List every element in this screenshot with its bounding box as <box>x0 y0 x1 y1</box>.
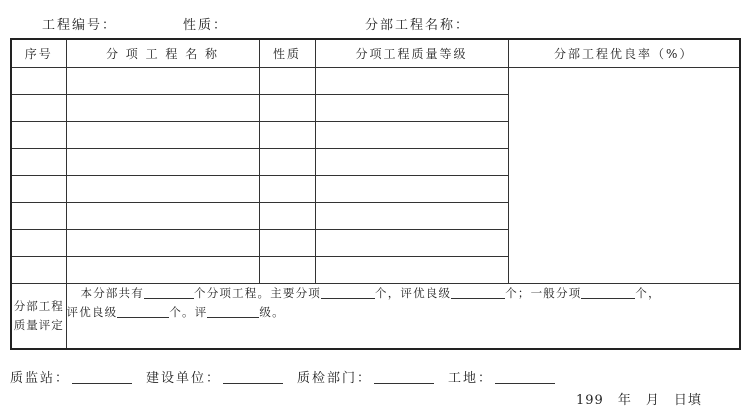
seq-cell[interactable] <box>11 122 66 149</box>
nature-cell[interactable] <box>259 95 315 122</box>
col-rate-header: 分部工程优良率（%） <box>508 39 740 68</box>
builder-blank[interactable] <box>223 370 283 384</box>
evaluation-label-line1: 分部工程 <box>13 299 64 313</box>
item-name-cell[interactable] <box>66 149 259 176</box>
nature-cell[interactable] <box>259 203 315 230</box>
grade-cell[interactable] <box>315 176 508 203</box>
supervision-blank[interactable] <box>72 370 132 384</box>
nature-cell[interactable] <box>259 230 315 257</box>
site-blank[interactable] <box>495 370 555 384</box>
col-grade-header: 分项工程质量等级 <box>315 39 508 68</box>
seq-cell[interactable] <box>11 95 66 122</box>
builder-label: 建设单位： <box>146 371 222 386</box>
grade-cell[interactable] <box>315 149 508 176</box>
seq-cell[interactable] <box>11 257 66 284</box>
col-seq-header: 序号 <box>11 39 66 68</box>
general-items-blank[interactable] <box>581 285 635 299</box>
division-name-label: 分部工程名称： <box>365 18 471 33</box>
seq-cell[interactable] <box>11 203 66 230</box>
item-name-cell[interactable] <box>66 176 259 203</box>
col-item-name-header: 分 项 工 程 名 称 <box>66 39 259 68</box>
item-name-cell[interactable] <box>66 230 259 257</box>
total-items-blank[interactable] <box>144 285 194 299</box>
fill-date: 199 年 月 日填 <box>576 393 702 408</box>
nature-cell[interactable] <box>259 68 315 95</box>
nature-cell[interactable] <box>259 149 315 176</box>
main-excellent-blank[interactable] <box>451 285 505 299</box>
grade-cell[interactable] <box>315 230 508 257</box>
table-header-row <box>11 39 740 68</box>
overall-grade-blank[interactable] <box>207 304 259 318</box>
item-name-cell[interactable] <box>66 122 259 149</box>
nature-cell[interactable] <box>259 122 315 149</box>
evaluation-label <box>11 284 66 350</box>
general-excellent-blank[interactable] <box>117 304 169 318</box>
seq-cell[interactable] <box>11 176 66 203</box>
grade-cell[interactable] <box>315 257 508 284</box>
evaluation-label-line2: 质量评定 <box>13 318 64 332</box>
nature-cell[interactable] <box>259 176 315 203</box>
rate-cell[interactable] <box>508 68 740 284</box>
seq-cell[interactable] <box>11 68 66 95</box>
table-row <box>11 68 740 95</box>
grade-cell[interactable] <box>315 122 508 149</box>
grade-cell[interactable] <box>315 203 508 230</box>
quality-table <box>10 38 741 350</box>
evaluation-row <box>11 284 740 350</box>
seq-cell[interactable] <box>11 230 66 257</box>
item-name-cell[interactable] <box>66 95 259 122</box>
item-name-cell[interactable] <box>66 257 259 284</box>
item-name-cell[interactable] <box>66 203 259 230</box>
supervision-label: 质监站： <box>10 371 71 386</box>
item-name-cell[interactable] <box>66 68 259 95</box>
nature-label: 性质： <box>183 18 229 33</box>
grade-cell[interactable] <box>315 95 508 122</box>
nature-cell[interactable] <box>259 257 315 284</box>
inspection-blank[interactable] <box>374 370 434 384</box>
evaluation-text: 本分部共有 个分项工程。主要分项 个，评优良级 个；一般分项 个， 评优良级 个。评 级。 <box>66 284 740 350</box>
site-label: 工地： <box>448 371 494 386</box>
project-no-label: 工程编号： <box>42 18 118 33</box>
inspection-label: 质检部门： <box>297 371 373 386</box>
signature-footer <box>10 367 569 386</box>
col-nature-header: 性质 <box>259 39 315 68</box>
seq-cell[interactable] <box>11 149 66 176</box>
main-items-blank[interactable] <box>321 285 375 299</box>
grade-cell[interactable] <box>315 68 508 95</box>
